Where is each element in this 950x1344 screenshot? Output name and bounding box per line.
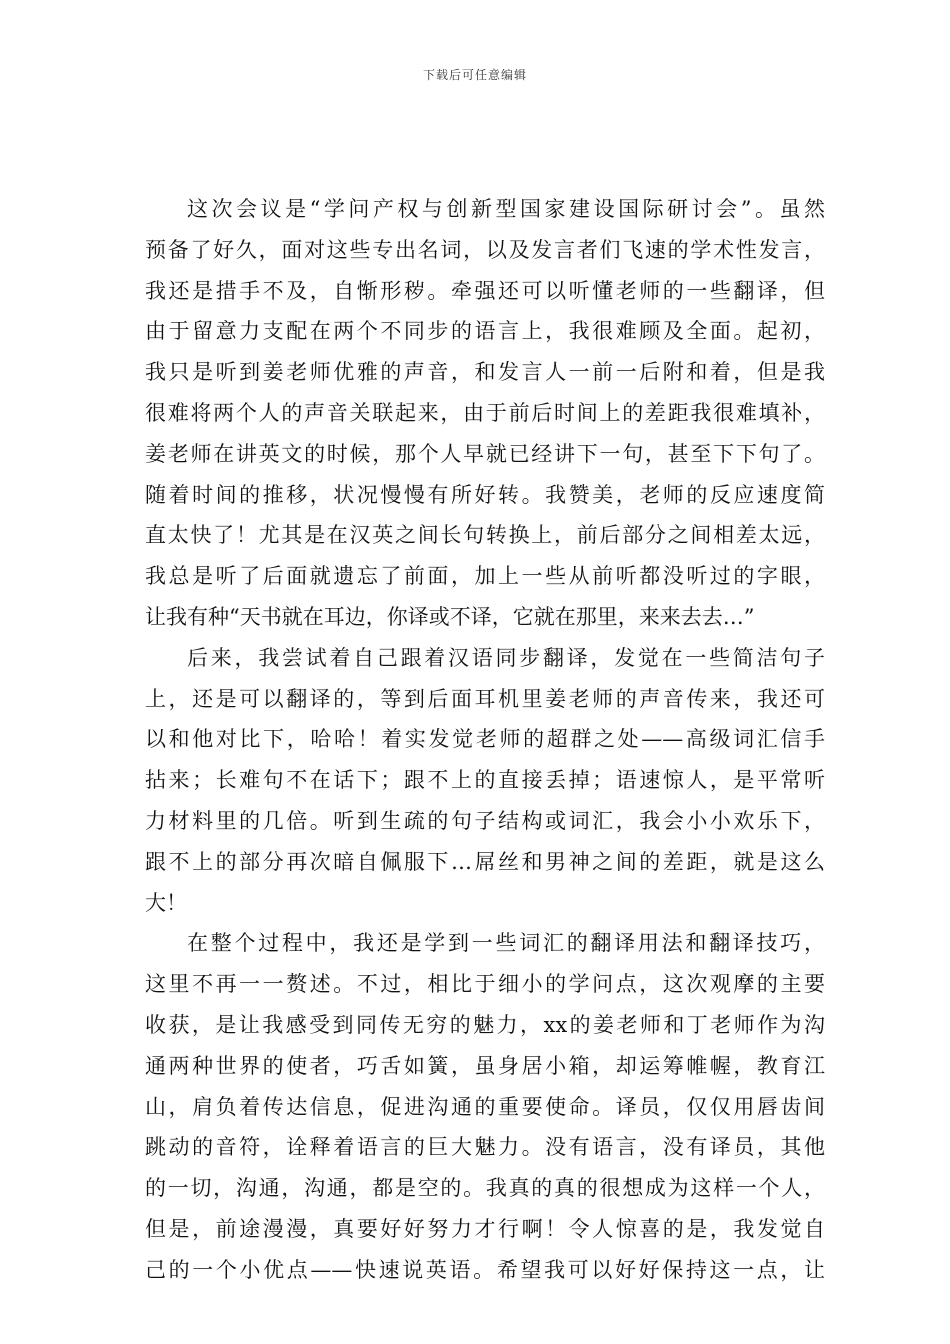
text-line: 通两种世界的使者，巧舌如簧，虽身居小箱，却运筹帷幄，教育江 — [145, 1053, 825, 1078]
page-header: 下载后可任意编辑 — [422, 68, 527, 82]
text-line: 我总是听了后面就遗忘了前面，加上一些从前听都没听过的字眼， — [145, 564, 825, 589]
text-line: 直太快了！尤其是在汉英之间长句转换上，前后部分之间相差太远， — [145, 523, 825, 548]
text-line: 这里不再一一赘述。不过，相比于细小的学问点，这次观摩的主要 — [145, 972, 825, 997]
paragraph — [145, 638, 825, 924]
text-line: 由于留意力支配在两个不同步的语言上，我很难顾及全面。起初， — [145, 319, 825, 344]
paragraph — [145, 189, 825, 638]
text-line: 随着时间的推移，状况慢慢有所好转。我赞美，老师的反应速度简 — [145, 482, 825, 507]
text-line: 大！ — [145, 890, 187, 915]
text-line: 让我有种“天书就在耳边，你译或不译，它就在那里，来来去去…” — [145, 604, 755, 629]
text-line: 力材料里的几倍。听到生疏的句子结构或词汇，我会小小欢乐下， — [145, 808, 825, 833]
text-line: 后来，我尝试着自己跟着汉语同步翻译，发觉在一些简洁句子 — [187, 645, 825, 670]
text-line: 很难将两个人的声音关联起来，由于前后时间上的差距我很难填补， — [145, 400, 825, 425]
text-line: 跟不上的部分再次暗自佩服下…屌丝和男神之间的差距，就是这么 — [145, 849, 825, 874]
text-line: 己的一个小优点——快速说英语。希望我可以好好保持这一点，让 — [145, 1257, 825, 1282]
text-line: 收获，是让我感受到同传无穷的魅力，xx的姜老师和丁老师作为沟 — [145, 1012, 825, 1037]
text-line: 在整个过程中，我还是学到一些词汇的翻译用法和翻译技巧， — [187, 931, 825, 956]
paragraph — [145, 923, 825, 1290]
text-line: 山，肩负着传达信息，促进沟通的重要使命。译员，仅仅用唇齿间 — [145, 1094, 825, 1119]
text-line: 上，还是可以翻译的，等到后面耳机里姜老师的声音传来，我还可 — [145, 686, 825, 711]
text-line: 拈来；长难句不在话下；跟不上的直接丢掉；语速惊人，是平常听 — [145, 768, 825, 793]
text-line: 姜老师在讲英文的时候，那个人早就已经讲下一句，甚至下下句了。 — [145, 441, 825, 466]
text-line: 我还是措手不及，自惭形秽。牵强还可以听懂老师的一些翻译，但 — [145, 278, 825, 303]
text-line: 这次会议是“学问产权与创新型国家建设国际研讨会”。虽然 — [187, 197, 825, 221]
text-line: 的一切，沟通，沟通，都是空的。我真的真的很想成为这样一个人， — [145, 1176, 825, 1201]
text-line: 预备了好久，面对这些专出名词，以及发言者们飞速的学术性发言， — [145, 237, 825, 262]
text-line: 以和他对比下，哈哈！着实发觉老师的超群之处——高级词汇信手 — [145, 727, 825, 752]
text-line: 跳动的音符，诠释着语言的巨大魅力。没有语言，没有译员，其他 — [145, 1135, 825, 1160]
text-line: 但是，前途漫漫，真要好好努力才行啊！令人惊喜的是，我发觉自 — [145, 1216, 825, 1241]
text-line: 我只是听到姜老师优雅的声音，和发言人一前一后附和着，但是我 — [145, 360, 825, 385]
document-body — [145, 189, 825, 1291]
